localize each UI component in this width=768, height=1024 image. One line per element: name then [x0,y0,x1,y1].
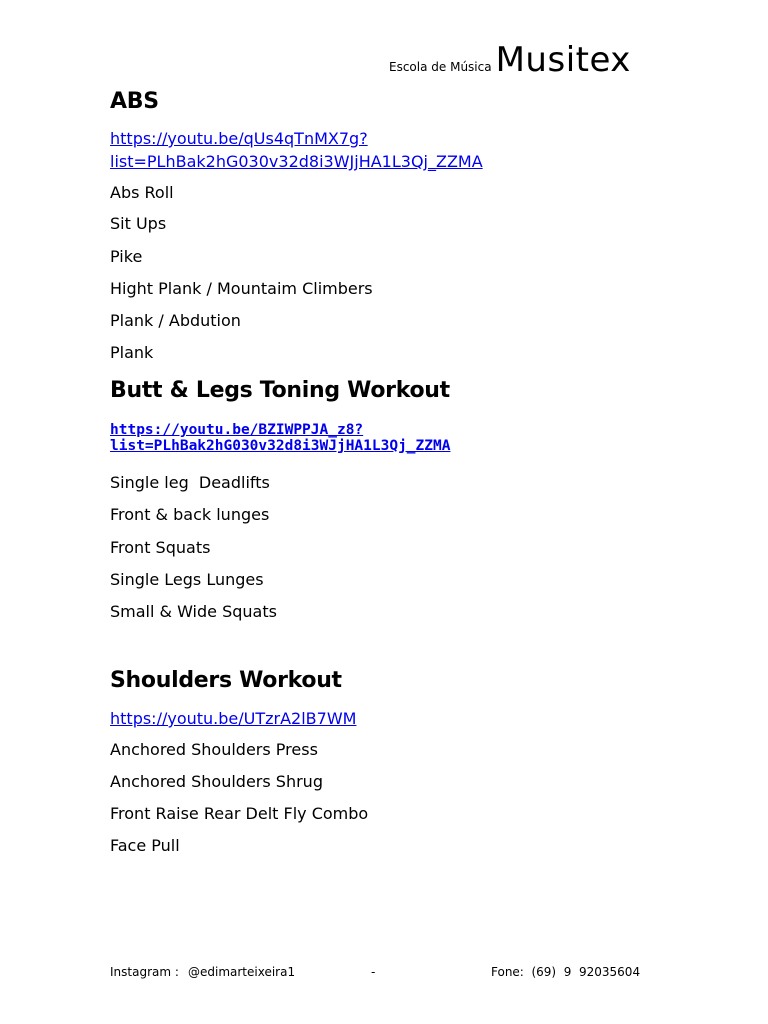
page-header [389,40,631,80]
butt-legs-video-link-block [110,422,540,454]
footer-instagram-handle: @edimarteixeira1 [188,965,296,979]
footer-separator: - [371,965,376,979]
section-title-shoulders: Shoulders Workout [110,668,342,693]
abs-video-link[interactable]: https://youtu.be/qUs4qTnMX7g? list=PLhBak2hG030v32d8i3WJjHA1L3Qj_ZZMA [110,129,483,171]
list-item: Abs Roll [110,183,174,202]
list-item: Face Pull [110,836,180,855]
list-item: Hight Plank / Mountaim Climbers [110,279,373,298]
list-item: Single leg Deadlifts [110,473,270,492]
list-item: Plank / Abdution [110,311,241,330]
list-item: Anchored Shoulders Shrug [110,772,323,791]
brand-name: Musitex [495,40,631,80]
list-item: Anchored Shoulders Press [110,740,318,759]
list-item: Pike [110,247,143,266]
shoulders-video-link-block [110,707,530,730]
list-item: Sit Ups [110,214,167,233]
section-title-abs: ABS [110,89,159,114]
footer-instagram-label: Instagram : [110,965,179,979]
list-item: Front & back lunges [110,505,270,524]
school-label: Escola de Música [389,60,492,74]
list-item: Single Legs Lunges [110,570,264,589]
abs-video-link-block [110,127,530,173]
list-item: Front Raise Rear Delt Fly Combo [110,804,369,823]
footer-phone: Fone: (69) 9 92035604 [491,965,641,979]
list-item: Small & Wide Squats [110,602,277,621]
list-item: Front Squats [110,538,211,557]
section-title-butt-legs: Butt & Legs Toning Workout [110,378,450,403]
shoulders-video-link[interactable]: https://youtu.be/UTzrA2lB7WM [110,709,357,728]
list-item: Plank [110,343,154,362]
butt-legs-video-link[interactable]: https://youtu.be/BZIWPPJA_z8? list=PLhBak2hG030v32d8i3WJjHA1L3Qj_ZZMA [110,422,451,454]
